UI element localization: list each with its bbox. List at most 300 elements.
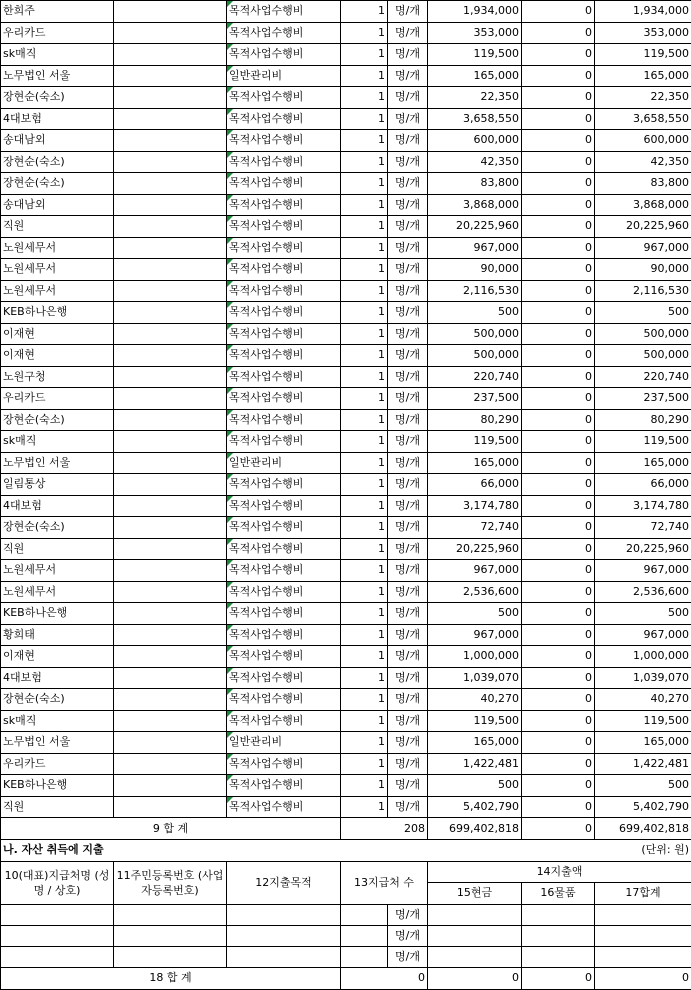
reg-number-cell[interactable]: [114, 667, 227, 689]
payee-cell[interactable]: KEB하나은행: [1, 603, 114, 625]
count-cell[interactable]: 1: [341, 22, 388, 44]
purpose-cell[interactable]: 목적사업수행비: [227, 194, 341, 216]
count-cell[interactable]: 1: [341, 65, 388, 87]
unit-cell[interactable]: 명/개: [388, 280, 428, 302]
reg-number-cell[interactable]: [114, 1, 227, 23]
purpose-cell[interactable]: 목적사업수행비: [227, 495, 341, 517]
purpose-cell[interactable]: 목적사업수행비: [227, 366, 341, 388]
payee-cell[interactable]: KEB하나은행: [1, 302, 114, 324]
cash-cell[interactable]: 119,500: [428, 710, 522, 732]
count-cell[interactable]: 1: [341, 1, 388, 23]
goods-cell[interactable]: 0: [522, 388, 595, 410]
payee-cell[interactable]: 노무법인 서울: [1, 452, 114, 474]
payee-cell[interactable]: 직원: [1, 796, 114, 818]
cash-cell[interactable]: 5,402,790: [428, 796, 522, 818]
goods-cell[interactable]: 0: [522, 130, 595, 152]
total-cell[interactable]: 40,270: [595, 689, 691, 711]
total-cell[interactable]: 967,000: [595, 560, 691, 582]
count-cell[interactable]: 1: [341, 796, 388, 818]
payee-cell[interactable]: 장현순(숙소): [1, 173, 114, 195]
reg-number-cell[interactable]: [114, 259, 227, 281]
reg-number-cell[interactable]: [114, 452, 227, 474]
count-cell[interactable]: 1: [341, 689, 388, 711]
goods-cell[interactable]: 0: [522, 474, 595, 496]
reg-number-cell[interactable]: [114, 753, 227, 775]
purpose-cell[interactable]: 목적사업수행비: [227, 560, 341, 582]
unit-cell[interactable]: 명/개: [388, 194, 428, 216]
total-cell[interactable]: 80,290: [595, 409, 691, 431]
cash-cell[interactable]: 3,658,550: [428, 108, 522, 130]
count-cell[interactable]: 1: [341, 173, 388, 195]
cash-cell[interactable]: 165,000: [428, 452, 522, 474]
count-cell[interactable]: 1: [341, 517, 388, 539]
total-cell[interactable]: 1,000,000: [595, 646, 691, 668]
payee-cell[interactable]: 우리카드: [1, 388, 114, 410]
total-cell[interactable]: 500,000: [595, 345, 691, 367]
cash-cell[interactable]: 66,000: [428, 474, 522, 496]
empty-cell[interactable]: [114, 946, 227, 967]
cash-cell[interactable]: 237,500: [428, 388, 522, 410]
unit-cell[interactable]: 명/개: [388, 237, 428, 259]
purpose-cell[interactable]: 목적사업수행비: [227, 646, 341, 668]
cash-cell[interactable]: 220,740: [428, 366, 522, 388]
payee-cell[interactable]: 노무법인 서울: [1, 732, 114, 754]
count-cell[interactable]: 1: [341, 538, 388, 560]
count-cell[interactable]: 1: [341, 710, 388, 732]
empty-cell[interactable]: [595, 904, 691, 925]
cash-cell[interactable]: 1,422,481: [428, 753, 522, 775]
goods-cell[interactable]: 0: [522, 452, 595, 474]
cash-cell[interactable]: 165,000: [428, 65, 522, 87]
count-cell[interactable]: 1: [341, 280, 388, 302]
reg-number-cell[interactable]: [114, 194, 227, 216]
goods-cell[interactable]: 0: [522, 44, 595, 66]
total-cell[interactable]: 500: [595, 603, 691, 625]
empty-cell[interactable]: [1, 925, 114, 946]
payee-cell[interactable]: 노원세무서: [1, 581, 114, 603]
goods-cell[interactable]: 0: [522, 624, 595, 646]
total-cell[interactable]: 967,000: [595, 624, 691, 646]
unit-cell[interactable]: 명/개: [388, 302, 428, 324]
cash-cell[interactable]: 967,000: [428, 237, 522, 259]
cash-cell[interactable]: 3,174,780: [428, 495, 522, 517]
cash-cell[interactable]: 119,500: [428, 44, 522, 66]
count-cell[interactable]: 1: [341, 667, 388, 689]
cash-cell[interactable]: 967,000: [428, 560, 522, 582]
reg-number-cell[interactable]: [114, 173, 227, 195]
payee-cell[interactable]: 노원구청: [1, 366, 114, 388]
empty-cell[interactable]: [114, 925, 227, 946]
unit-cell[interactable]: 명/개: [388, 345, 428, 367]
count-cell[interactable]: 1: [341, 753, 388, 775]
goods-cell[interactable]: 0: [522, 259, 595, 281]
cash-cell[interactable]: 967,000: [428, 624, 522, 646]
payee-cell[interactable]: 직원: [1, 216, 114, 238]
reg-number-cell[interactable]: [114, 646, 227, 668]
purpose-cell[interactable]: 목적사업수행비: [227, 581, 341, 603]
empty-cell[interactable]: [1, 904, 114, 925]
cash-cell[interactable]: 1,039,070: [428, 667, 522, 689]
count-cell[interactable]: 1: [341, 409, 388, 431]
reg-number-cell[interactable]: [114, 151, 227, 173]
goods-cell[interactable]: 0: [522, 1, 595, 23]
unit-cell[interactable]: 명/개: [388, 65, 428, 87]
total-cell[interactable]: 90,000: [595, 259, 691, 281]
count-cell[interactable]: 1: [341, 345, 388, 367]
empty-cell[interactable]: [227, 925, 341, 946]
unit-cell[interactable]: 명/개: [388, 151, 428, 173]
payee-cell[interactable]: sk매직: [1, 44, 114, 66]
total-cell[interactable]: 1,422,481: [595, 753, 691, 775]
empty-cell[interactable]: [341, 925, 388, 946]
empty-cell[interactable]: [341, 946, 388, 967]
total-cell[interactable]: 42,350: [595, 151, 691, 173]
payee-cell[interactable]: 우리카드: [1, 22, 114, 44]
purpose-cell[interactable]: 일반관리비: [227, 452, 341, 474]
cash-cell[interactable]: 119,500: [428, 431, 522, 453]
total-cell[interactable]: 72,740: [595, 517, 691, 539]
reg-number-cell[interactable]: [114, 280, 227, 302]
goods-cell[interactable]: 0: [522, 173, 595, 195]
unit-cell[interactable]: 명/개: [388, 323, 428, 345]
unit-cell[interactable]: 명/개: [388, 108, 428, 130]
cash-cell[interactable]: 3,868,000: [428, 194, 522, 216]
empty-cell[interactable]: [227, 946, 341, 967]
reg-number-cell[interactable]: [114, 538, 227, 560]
reg-number-cell[interactable]: [114, 624, 227, 646]
reg-number-cell[interactable]: [114, 44, 227, 66]
reg-number-cell[interactable]: [114, 87, 227, 109]
count-cell[interactable]: 1: [341, 431, 388, 453]
cash-cell[interactable]: 90,000: [428, 259, 522, 281]
cash-cell[interactable]: 353,000: [428, 22, 522, 44]
goods-cell[interactable]: 0: [522, 216, 595, 238]
payee-cell[interactable]: 일림통상: [1, 474, 114, 496]
goods-cell[interactable]: 0: [522, 775, 595, 797]
payee-cell[interactable]: 장현순(숙소): [1, 87, 114, 109]
unit-cell[interactable]: 명/개: [388, 667, 428, 689]
purpose-cell[interactable]: 목적사업수행비: [227, 108, 341, 130]
payee-cell[interactable]: 장현순(숙소): [1, 151, 114, 173]
reg-number-cell[interactable]: [114, 302, 227, 324]
payee-cell[interactable]: sk매직: [1, 710, 114, 732]
purpose-cell[interactable]: 목적사업수행비: [227, 302, 341, 324]
total-cell[interactable]: 119,500: [595, 431, 691, 453]
payee-cell[interactable]: 이재현: [1, 646, 114, 668]
purpose-cell[interactable]: 목적사업수행비: [227, 87, 341, 109]
reg-number-cell[interactable]: [114, 323, 227, 345]
unit-cell[interactable]: 명/개: [388, 775, 428, 797]
cash-cell[interactable]: 1,934,000: [428, 1, 522, 23]
goods-cell[interactable]: 0: [522, 538, 595, 560]
unit-cell[interactable]: 명/개: [388, 22, 428, 44]
total-cell[interactable]: 83,800: [595, 173, 691, 195]
unit-cell[interactable]: 명/개: [388, 259, 428, 281]
unit-cell[interactable]: 명/개: [388, 388, 428, 410]
purpose-cell[interactable]: 일반관리비: [227, 732, 341, 754]
purpose-cell[interactable]: 일반관리비: [227, 65, 341, 87]
unit-cell[interactable]: 명/개: [388, 173, 428, 195]
goods-cell[interactable]: 0: [522, 237, 595, 259]
total-cash[interactable]: 699,402,818: [428, 818, 522, 840]
unit-cell[interactable]: 명/개: [388, 560, 428, 582]
cash-cell[interactable]: 20,225,960: [428, 538, 522, 560]
unit-cell[interactable]: 명/개: [388, 689, 428, 711]
payee-cell[interactable]: 우리카드: [1, 753, 114, 775]
reg-number-cell[interactable]: [114, 495, 227, 517]
unit-cell[interactable]: 명/개: [388, 130, 428, 152]
purpose-cell[interactable]: 목적사업수행비: [227, 1, 341, 23]
total-cell[interactable]: 5,402,790: [595, 796, 691, 818]
goods-cell[interactable]: 0: [522, 581, 595, 603]
cash-cell[interactable]: 2,116,530: [428, 280, 522, 302]
cash-cell[interactable]: 1,000,000: [428, 646, 522, 668]
total-cell[interactable]: 66,000: [595, 474, 691, 496]
reg-number-cell[interactable]: [114, 560, 227, 582]
count-cell[interactable]: 1: [341, 624, 388, 646]
cash-cell[interactable]: 500: [428, 302, 522, 324]
goods-cell[interactable]: 0: [522, 409, 595, 431]
cash-cell[interactable]: 83,800: [428, 173, 522, 195]
empty-cell[interactable]: [428, 904, 522, 925]
reg-number-cell[interactable]: [114, 775, 227, 797]
purpose-cell[interactable]: 목적사업수행비: [227, 388, 341, 410]
cash-cell[interactable]: 500,000: [428, 323, 522, 345]
payee-cell[interactable]: 이재현: [1, 323, 114, 345]
total-cell[interactable]: 20,225,960: [595, 216, 691, 238]
payee-cell[interactable]: 노원세무서: [1, 237, 114, 259]
total-cell[interactable]: 165,000: [595, 452, 691, 474]
total-cell[interactable]: 22,350: [595, 87, 691, 109]
payee-cell[interactable]: 송대남외: [1, 194, 114, 216]
total-cell[interactable]: 3,658,550: [595, 108, 691, 130]
payee-cell[interactable]: KEB하나은행: [1, 775, 114, 797]
unit-cell[interactable]: 명/개: [388, 646, 428, 668]
payee-cell[interactable]: 송대남외: [1, 130, 114, 152]
total-sum[interactable]: 699,402,818: [595, 818, 691, 840]
total-cell[interactable]: 353,000: [595, 22, 691, 44]
payee-cell[interactable]: 4대보험: [1, 495, 114, 517]
goods-cell[interactable]: 0: [522, 603, 595, 625]
payee-cell[interactable]: 장현순(숙소): [1, 409, 114, 431]
goods-cell[interactable]: 0: [522, 65, 595, 87]
unit-cell[interactable]: 명/개: [388, 474, 428, 496]
goods-cell[interactable]: 0: [522, 22, 595, 44]
cash-cell[interactable]: 22,350: [428, 87, 522, 109]
reg-number-cell[interactable]: [114, 431, 227, 453]
goods-cell[interactable]: 0: [522, 646, 595, 668]
purpose-cell[interactable]: 목적사업수행비: [227, 22, 341, 44]
goods-cell[interactable]: 0: [522, 280, 595, 302]
goods-cell[interactable]: 0: [522, 753, 595, 775]
empty-cell[interactable]: [227, 904, 341, 925]
total-cell[interactable]: 500,000: [595, 323, 691, 345]
reg-number-cell[interactable]: [114, 237, 227, 259]
goods-cell[interactable]: 0: [522, 710, 595, 732]
goods-cell[interactable]: 0: [522, 431, 595, 453]
payee-cell[interactable]: 이재현: [1, 345, 114, 367]
goods-cell[interactable]: 0: [522, 689, 595, 711]
empty-cell[interactable]: [522, 946, 595, 967]
total-cell[interactable]: 1,934,000: [595, 1, 691, 23]
purpose-cell[interactable]: 목적사업수행비: [227, 517, 341, 539]
goods-cell[interactable]: 0: [522, 517, 595, 539]
purpose-cell[interactable]: 목적사업수행비: [227, 216, 341, 238]
unit-cell[interactable]: 명/개: [388, 431, 428, 453]
payee-cell[interactable]: sk매직: [1, 431, 114, 453]
payee-cell[interactable]: 4대보험: [1, 108, 114, 130]
purpose-cell[interactable]: 목적사업수행비: [227, 280, 341, 302]
unit-cell[interactable]: 명/개: [388, 44, 428, 66]
count-cell[interactable]: 1: [341, 237, 388, 259]
unit-cell[interactable]: 명/개: [388, 366, 428, 388]
count-cell[interactable]: 1: [341, 732, 388, 754]
reg-number-cell[interactable]: [114, 345, 227, 367]
unit-cell[interactable]: 명/개: [388, 732, 428, 754]
count-cell[interactable]: 1: [341, 194, 388, 216]
cash-cell[interactable]: 500: [428, 775, 522, 797]
purpose-cell[interactable]: 목적사업수행비: [227, 44, 341, 66]
goods-cell[interactable]: 0: [522, 151, 595, 173]
count-cell[interactable]: 1: [341, 259, 388, 281]
reg-number-cell[interactable]: [114, 130, 227, 152]
total-cell[interactable]: 967,000: [595, 237, 691, 259]
goods-cell[interactable]: 0: [522, 366, 595, 388]
total-goods[interactable]: 0: [522, 818, 595, 840]
unit-cell[interactable]: 명/개: [388, 495, 428, 517]
count-cell[interactable]: 1: [341, 323, 388, 345]
payee-cell[interactable]: 4대보험: [1, 667, 114, 689]
total-cell[interactable]: 20,225,960: [595, 538, 691, 560]
goods-cell[interactable]: 0: [522, 302, 595, 324]
goods-cell[interactable]: 0: [522, 345, 595, 367]
count-cell[interactable]: 1: [341, 44, 388, 66]
purpose-cell[interactable]: 목적사업수행비: [227, 603, 341, 625]
total-cell[interactable]: 165,000: [595, 65, 691, 87]
goods-cell[interactable]: 0: [522, 495, 595, 517]
total-cell[interactable]: 3,174,780: [595, 495, 691, 517]
reg-number-cell[interactable]: [114, 517, 227, 539]
reg-number-cell[interactable]: [114, 581, 227, 603]
purpose-cell[interactable]: 목적사업수행비: [227, 130, 341, 152]
payee-cell[interactable]: 한희주: [1, 1, 114, 23]
cash-cell[interactable]: 500: [428, 603, 522, 625]
unit-cell[interactable]: 명/개: [388, 925, 428, 946]
reg-number-cell[interactable]: [114, 22, 227, 44]
total-cell[interactable]: 600,000: [595, 130, 691, 152]
reg-number-cell[interactable]: [114, 65, 227, 87]
purpose-cell[interactable]: 목적사업수행비: [227, 431, 341, 453]
unit-cell[interactable]: 명/개: [388, 753, 428, 775]
reg-number-cell[interactable]: [114, 216, 227, 238]
total18-goods[interactable]: 0: [522, 967, 595, 989]
goods-cell[interactable]: 0: [522, 560, 595, 582]
goods-cell[interactable]: 0: [522, 108, 595, 130]
payee-cell[interactable]: 노원세무서: [1, 280, 114, 302]
unit-cell[interactable]: 명/개: [388, 624, 428, 646]
reg-number-cell[interactable]: [114, 732, 227, 754]
goods-cell[interactable]: 0: [522, 323, 595, 345]
total-cell[interactable]: 2,116,530: [595, 280, 691, 302]
empty-cell[interactable]: [341, 904, 388, 925]
total-cell[interactable]: 3,868,000: [595, 194, 691, 216]
total-cell[interactable]: 500: [595, 302, 691, 324]
purpose-cell[interactable]: 목적사업수행비: [227, 474, 341, 496]
purpose-cell[interactable]: 목적사업수행비: [227, 409, 341, 431]
purpose-cell[interactable]: 목적사업수행비: [227, 151, 341, 173]
cash-cell[interactable]: 42,350: [428, 151, 522, 173]
count-cell[interactable]: 1: [341, 560, 388, 582]
purpose-cell[interactable]: 목적사업수행비: [227, 259, 341, 281]
total-cell[interactable]: 119,500: [595, 44, 691, 66]
purpose-cell[interactable]: 목적사업수행비: [227, 345, 341, 367]
unit-cell[interactable]: 명/개: [388, 87, 428, 109]
payee-cell[interactable]: 장현순(숙소): [1, 689, 114, 711]
count-cell[interactable]: 1: [341, 130, 388, 152]
reg-number-cell[interactable]: [114, 388, 227, 410]
cash-cell[interactable]: 20,225,960: [428, 216, 522, 238]
payee-cell[interactable]: 장현순(숙소): [1, 517, 114, 539]
count-cell[interactable]: 1: [341, 108, 388, 130]
count-cell[interactable]: 1: [341, 216, 388, 238]
goods-cell[interactable]: 0: [522, 87, 595, 109]
goods-cell[interactable]: 0: [522, 796, 595, 818]
purpose-cell[interactable]: 목적사업수행비: [227, 323, 341, 345]
unit-cell[interactable]: 명/개: [388, 538, 428, 560]
empty-cell[interactable]: [114, 904, 227, 925]
empty-cell[interactable]: [428, 925, 522, 946]
cash-cell[interactable]: 80,290: [428, 409, 522, 431]
total-cell[interactable]: 119,500: [595, 710, 691, 732]
reg-number-cell[interactable]: [114, 366, 227, 388]
unit-cell[interactable]: 명/개: [388, 452, 428, 474]
count-cell[interactable]: 1: [341, 495, 388, 517]
cash-cell[interactable]: 165,000: [428, 732, 522, 754]
total-count[interactable]: 208: [341, 818, 428, 840]
count-cell[interactable]: 1: [341, 775, 388, 797]
cash-cell[interactable]: 40,270: [428, 689, 522, 711]
payee-cell[interactable]: 노원세무서: [1, 259, 114, 281]
purpose-cell[interactable]: 목적사업수행비: [227, 796, 341, 818]
count-cell[interactable]: 1: [341, 151, 388, 173]
count-cell[interactable]: 1: [341, 474, 388, 496]
empty-cell[interactable]: [428, 946, 522, 967]
total18-count[interactable]: 0: [341, 967, 428, 989]
purpose-cell[interactable]: 목적사업수행비: [227, 667, 341, 689]
reg-number-cell[interactable]: [114, 603, 227, 625]
purpose-cell[interactable]: 목적사업수행비: [227, 753, 341, 775]
total-cell[interactable]: 500: [595, 775, 691, 797]
empty-cell[interactable]: [595, 925, 691, 946]
reg-number-cell[interactable]: [114, 409, 227, 431]
total-cell[interactable]: 237,500: [595, 388, 691, 410]
total-cell[interactable]: 2,536,600: [595, 581, 691, 603]
unit-cell[interactable]: 명/개: [388, 796, 428, 818]
total-cell[interactable]: 1,039,070: [595, 667, 691, 689]
reg-number-cell[interactable]: [114, 710, 227, 732]
cash-cell[interactable]: 500,000: [428, 345, 522, 367]
payee-cell[interactable]: 직원: [1, 538, 114, 560]
empty-cell[interactable]: [1, 946, 114, 967]
purpose-cell[interactable]: 목적사업수행비: [227, 775, 341, 797]
reg-number-cell[interactable]: [114, 689, 227, 711]
total18-cash[interactable]: 0: [428, 967, 522, 989]
payee-cell[interactable]: 황희태: [1, 624, 114, 646]
unit-cell[interactable]: 명/개: [388, 517, 428, 539]
unit-cell[interactable]: 명/개: [388, 1, 428, 23]
unit-cell[interactable]: 명/개: [388, 581, 428, 603]
count-cell[interactable]: 1: [341, 366, 388, 388]
